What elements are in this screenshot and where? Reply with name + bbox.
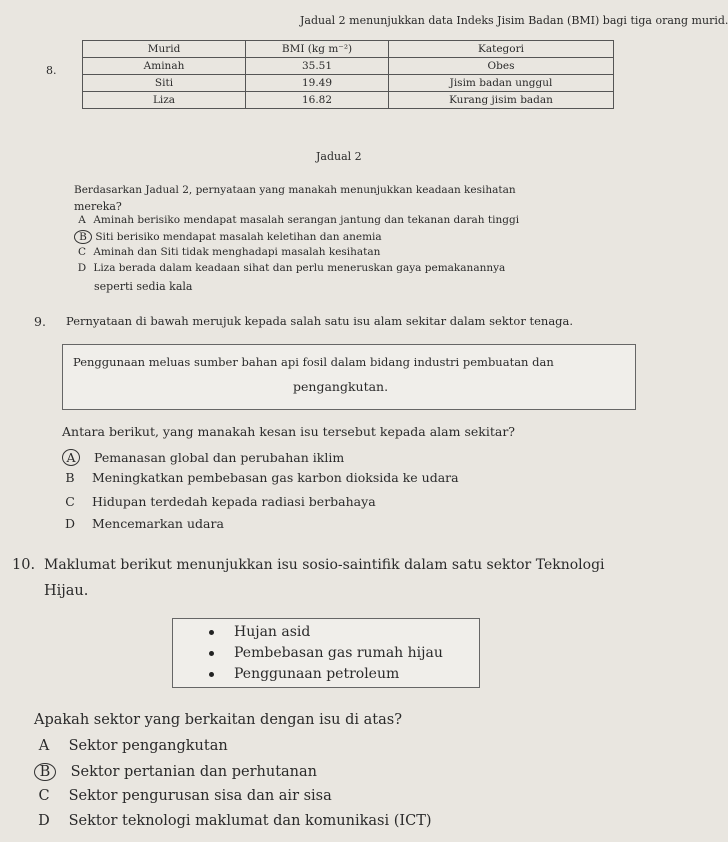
q8-option-a[interactable] xyxy=(74,214,519,226)
header-murid: Murid xyxy=(83,41,246,58)
header-bmi: BMI (kg m⁻²) xyxy=(246,41,389,58)
bmi-table xyxy=(82,40,614,109)
bullet-text: Hujan asid xyxy=(234,624,311,640)
q9-statement-box xyxy=(62,344,636,410)
q9-option-b[interactable] xyxy=(62,470,459,485)
option-text: Sektor teknologi maklumat dan komunikasi (ICT) xyxy=(68,813,432,829)
q8-option-d-cont: seperti sedia kala xyxy=(94,280,193,293)
q8-option-c[interactable] xyxy=(74,246,380,258)
q9-number: 9. xyxy=(34,314,46,329)
option-letter: A xyxy=(38,738,50,754)
q9-question: Antara berikut, yang manakah kesan isu tersebut kepada alam sekitar? xyxy=(62,424,515,439)
cell-bmi: 16.82 xyxy=(246,92,389,109)
option-text: Pemanasan global dan perubahan iklim xyxy=(93,450,345,465)
q10-stem-line2: Hijau. xyxy=(44,583,89,599)
option-text: Sektor pengurusan sisa dan air sisa xyxy=(68,788,332,804)
bullet-icon xyxy=(209,672,214,677)
q9-box-line2: pengangkutan. xyxy=(293,379,389,394)
q10-stem-line1: Maklumat berikut menunjukkan isu sosio-saintifik dalam satu sektor Teknologi xyxy=(44,557,605,573)
option-letter: D xyxy=(64,516,76,531)
q10-info-box xyxy=(172,618,480,688)
option-text: Mencemarkan udara xyxy=(91,516,224,531)
q10-number: 10. xyxy=(12,557,36,573)
bullet-item xyxy=(209,666,399,682)
q8-option-b[interactable] xyxy=(74,230,382,244)
q8-number: 8. xyxy=(46,64,57,77)
option-letter: C xyxy=(38,788,50,804)
q9-option-a[interactable] xyxy=(62,449,344,466)
bullet-item xyxy=(209,645,443,661)
q9-option-c[interactable] xyxy=(62,494,376,509)
option-letter: D xyxy=(77,262,87,274)
cell-kategori: Jisim badan unggul xyxy=(389,75,614,92)
option-letter: B xyxy=(34,763,56,781)
q10-option-c[interactable] xyxy=(34,788,332,804)
option-text: Siti berisiko mendapat masalah keletihan dan anemia xyxy=(95,231,382,243)
option-text: Aminah dan Siti tidak menghadapi masalah kesihatan xyxy=(93,246,381,258)
option-text: Hidupan terdedah kepada radiasi berbahaya xyxy=(91,494,376,509)
q9-option-d[interactable] xyxy=(62,516,224,531)
bullet-icon xyxy=(209,651,214,656)
q10-option-a[interactable] xyxy=(34,738,228,754)
option-text: Meningkatkan pembebasan gas karbon dioksida ke udara xyxy=(91,470,459,485)
bullet-item xyxy=(209,624,310,640)
cell-bmi: 19.49 xyxy=(246,75,389,92)
cell-murid: Liza xyxy=(83,92,246,109)
q10-option-d[interactable] xyxy=(34,813,432,829)
cell-kategori: Obes xyxy=(389,58,614,75)
table-label: Jadual 2 xyxy=(316,150,362,163)
bullet-icon xyxy=(209,630,214,635)
cell-murid: Siti xyxy=(83,75,246,92)
option-letter: A xyxy=(78,214,86,226)
q10-question: Apakah sektor yang berkaitan dengan isu di atas? xyxy=(34,712,402,728)
option-text: Sektor pertanian dan perhutanan xyxy=(70,764,317,780)
cell-murid: Aminah xyxy=(83,58,246,75)
q8-stem-line2: mereka? xyxy=(74,200,122,213)
option-text: Liza berada dalam keadaan sihat dan perlu meneruskan gaya pemakanannya xyxy=(93,262,506,274)
option-letter: C xyxy=(77,246,87,258)
option-letter: B xyxy=(65,470,75,485)
q10-option-b[interactable] xyxy=(34,763,317,781)
q9-box-line1: Penggunaan meluas sumber bahan api fosil dalam bidang industri pembuatan dan xyxy=(73,355,554,369)
option-text: Sektor pengangkutan xyxy=(68,738,228,754)
table-row xyxy=(83,75,614,92)
option-letter: A xyxy=(62,449,80,466)
q8-option-d[interactable] xyxy=(74,262,505,274)
q9-stem: Pernyataan di bawah merujuk kepada salah satu isu alam sekitar dalam sektor tenaga. xyxy=(66,314,574,328)
q8-stem-line1: Berdasarkan Jadual 2, pernyataan yang manakah menunjukkan keadaan kesihatan xyxy=(74,184,516,196)
option-letter: B xyxy=(74,230,92,244)
cell-bmi: 35.51 xyxy=(246,58,389,75)
option-letter: D xyxy=(38,813,50,829)
bullet-text: Penggunaan petroleum xyxy=(234,666,400,682)
cell-kategori: Kurang jisim badan xyxy=(389,92,614,109)
q8-intro-tail xyxy=(300,14,728,27)
table-row xyxy=(83,92,614,109)
header-kategori: Kategori xyxy=(389,41,614,58)
option-text: Aminah berisiko mendapat masalah serangan jantung dan tekanan darah tinggi xyxy=(93,214,520,226)
bullet-text: Pembebasan gas rumah hijau xyxy=(234,645,443,661)
q8-table-caption: Jadual 2 menunjukkan data Indeks Jisim Badan (BMI) bagi tiga orang murid. xyxy=(300,14,728,27)
table-row xyxy=(83,58,614,75)
option-letter: C xyxy=(65,494,75,509)
